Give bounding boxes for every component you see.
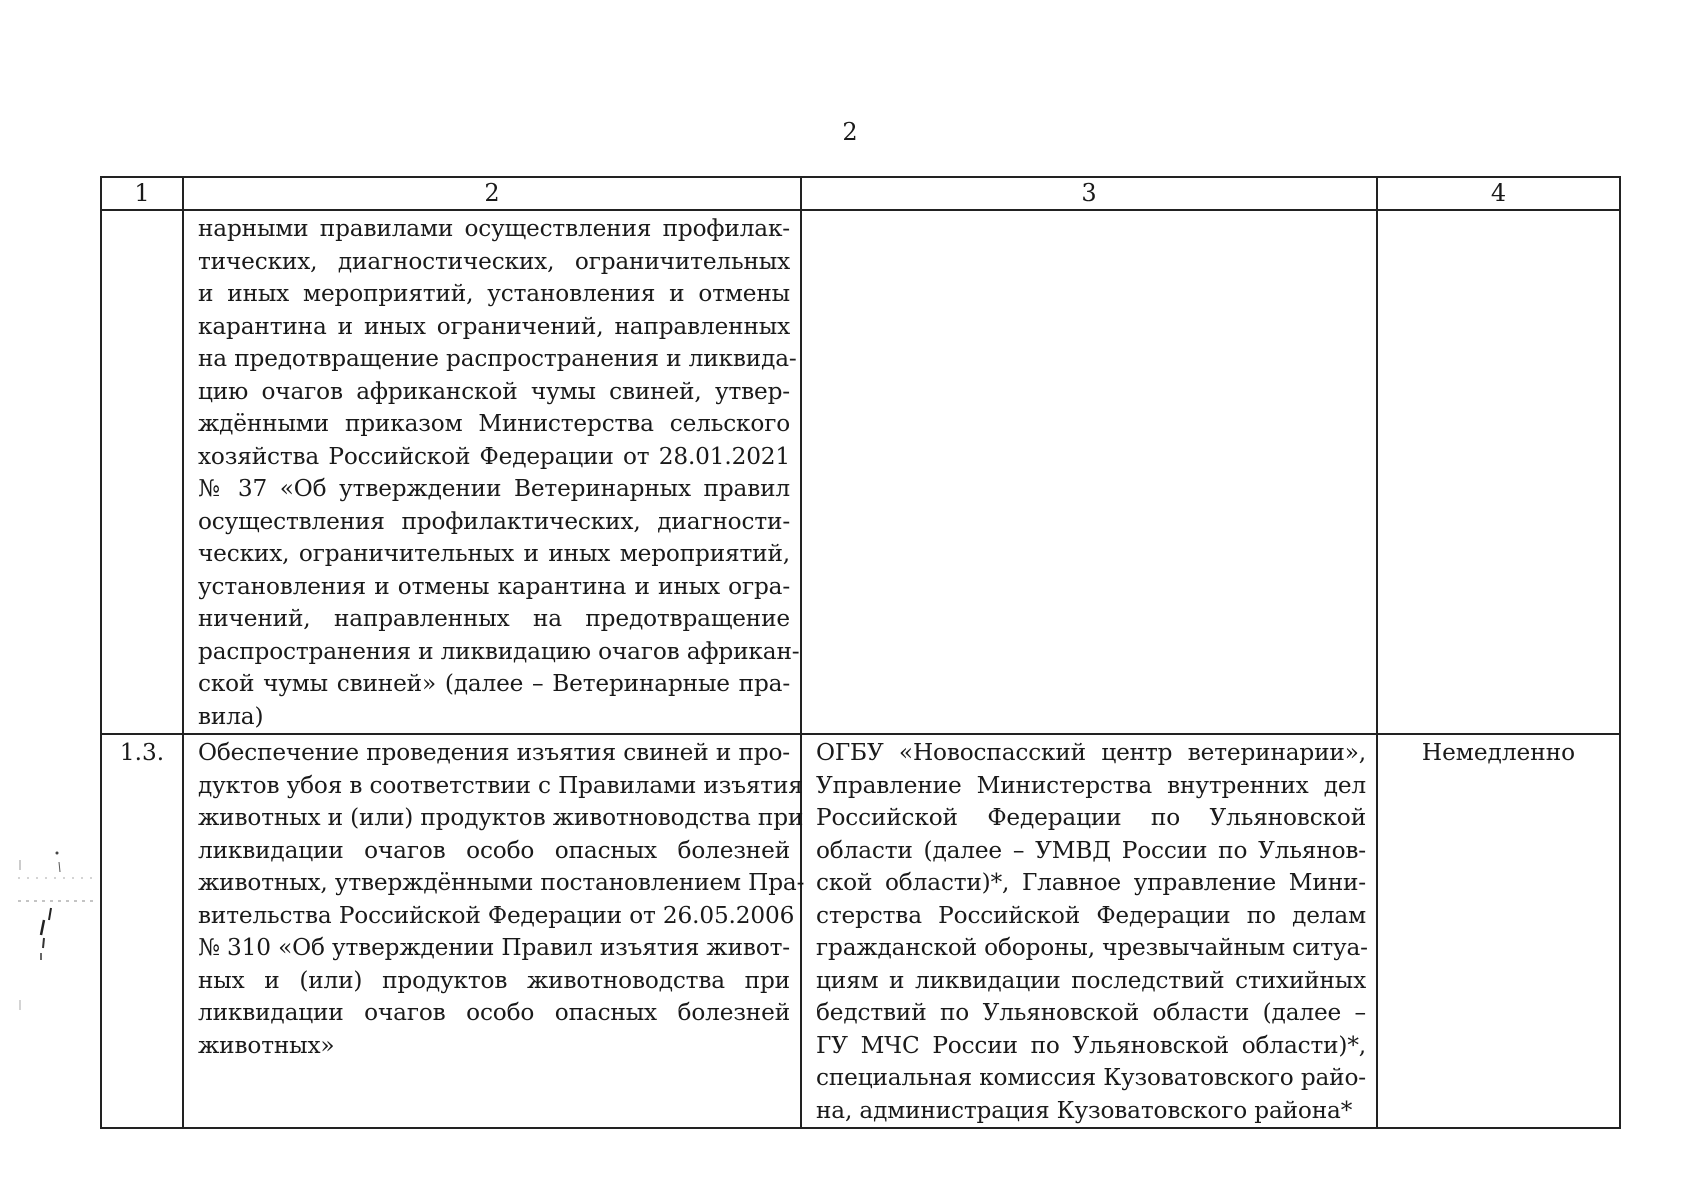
text-line: тических, диагностических, ограничительных [198,247,790,275]
measures-table [100,176,1621,1129]
scan-artifact-marks [10,850,100,1050]
header-col-1: 1 [101,177,183,210]
text-line: и иных мероприятий, установления и отмены [198,280,790,307]
text-line: ликвидации очагов особо опасных болезней [198,999,790,1026]
text-line: цию очагов африканской чумы свиней, утвер- [198,377,790,405]
text-line: ской области)*, Главное управление Мини- [816,869,1366,896]
text-line: № 310 «Об утверждении Правил изъятия живот- [198,934,790,961]
text-line: ных и (или) продуктов животноводства при [198,966,790,994]
text-line: нарными правилами осуществления профилак- [198,215,790,242]
text-line: Российской Федерации по Ульяновской [816,804,1366,831]
text-line: специальная комиссия Кузоватовского райо- [816,1064,1366,1091]
header-col-4: 4 [1377,177,1620,210]
text-line: животных, утверждёнными постановлением Пра- [198,869,805,896]
header-col-2: 2 [183,177,801,210]
row-number: 1.3. [101,734,183,1128]
text-line: на предотвращение распространения и ликвида- [198,345,797,372]
text-line: распространения и ликвидацию очагов африкан- [198,637,800,665]
text-line: на, администрация Кузоватовского района* [816,1096,1353,1124]
text-line: области (далее – УМВД России по Ульянов- [816,836,1366,864]
table-row [101,210,1620,734]
measure-description [183,734,805,1128]
text-line: стерства Российской Федерации по делам [816,901,1366,929]
text-line: дуктов убоя в соответствии с Правилами изъятия [198,771,803,799]
deadline: Немедленно [1377,734,1620,1128]
text-line: ничений, направленных на предотвращение [198,605,790,632]
text-line: Обеспечение проведения изъятия свиней и про- [198,739,790,766]
measure-description [183,210,801,734]
text-line: ской чумы свиней» (далее – Ветеринарные пра- [198,670,790,697]
text-line: ческих, ограничительных и иных мероприятий, [198,540,790,567]
text-line: осуществления профилактических, диагности- [198,507,790,535]
row-number [101,210,183,734]
responsible-parties [801,734,1377,1128]
header-col-3: 3 [801,177,1377,210]
responsible-parties [801,210,1377,734]
text-line: вила) [198,702,264,730]
text-line: вительства Российской Федерации от 26.05.2006 [198,901,795,929]
table-header-row [101,177,1620,210]
text-line: животных и (или) продуктов животноводства при [198,804,804,831]
text-line: карантина и иных ограничений, направленных [198,312,790,340]
text-line: ликвидации очагов особо опасных болезней [198,836,790,864]
text-line: № 37 «Об утверждении Ветеринарных правил [198,475,790,502]
text-line: ГУ МЧС России по Ульяновской области)*, [816,1031,1366,1059]
text-line: установления и отмены карантина и иных огра- [198,572,790,600]
text-line: циям и ликвидации последствий стихийных [816,966,1366,994]
text-line: животных» [198,1031,335,1059]
text-line: ОГБУ «Новоспасский центр ветеринарии», [816,739,1366,766]
text-line: хозяйства Российской Федерации от 28.01.2021 [198,442,790,470]
table-row [101,734,1620,1128]
deadline [1377,210,1620,734]
page-number: 2 [842,118,858,146]
text-line: ждёнными приказом Министерства сельского [198,410,790,437]
text-line: бедствий по Ульяновской области (далее – [816,999,1366,1026]
text-line: гражданской обороны, чрезвычайным ситуа- [816,934,1368,961]
text-line: Управление Министерства внутренних дел [816,771,1366,799]
